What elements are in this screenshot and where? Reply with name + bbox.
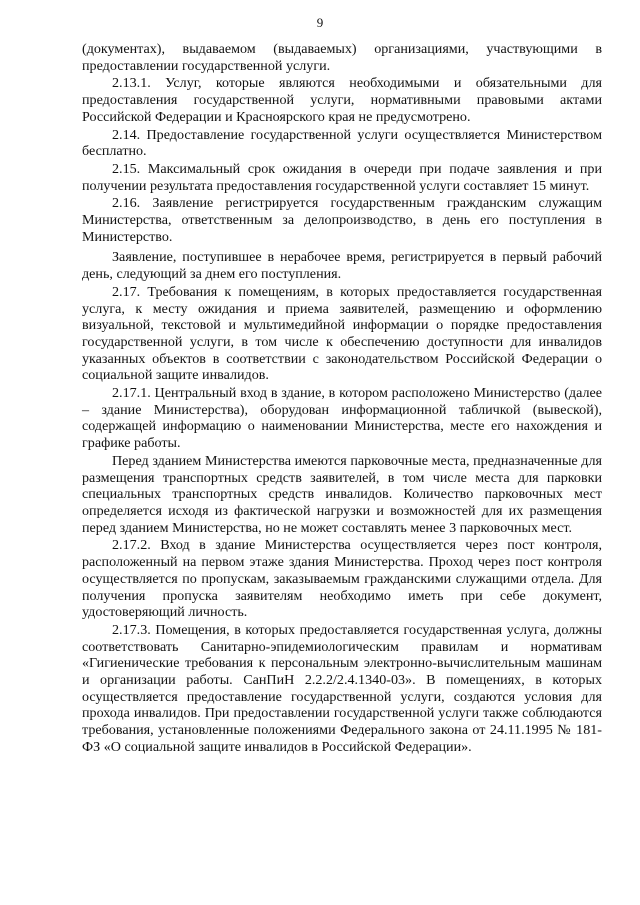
paragraph-2-17-1: 2.17.1. Центральный вход в здание, в котором расположено Министерство (далее – здание Министерства), оборудован информационной табличкой (вывеской), содержащей информацию о наименовании Министерства, месте его нахождения и графике работы. xyxy=(82,385,602,452)
paragraph-2-17-2: 2.17.2. Вход в здание Министерства осуществляется через пост контроля, расположенный на первом этаже здания Министерства. Проход через пост контроля осуществляется по пропускам, заказываемым гражданскими служащими отдела. Для получения пропуска заявителям необходимо иметь при себе документ, удостоверяющий личность. xyxy=(82,537,602,621)
paragraph-parking: Перед зданием Министерства имеются парковочные места, предназначенные для размещения транспортных средств заявителей, в том числе места для парковки специальных транспортных средств инвалидов. Количество парковочных мест определяется исходя из фактической нагрузки и возможностей для их размещения перед зданием Министерства, но не может составлять менее 3 парковочных мест. xyxy=(82,452,602,536)
paragraph-2-13-1: 2.13.1. Услуг, которые являются необходимыми и обязательными для предоставления государственной услуги, нормативными правовыми актами Российской Федерации и Красноярского края не предусмотрено. xyxy=(82,75,602,125)
paragraph-2-17: 2.17. Требования к помещениям, в которых предоставляется государственная услуга, к месту ожидания и приема заявителей, размещению и оформлению визуальной, текстовой и мультимедийной информации о порядке предоставления государственной услуги, в том числе к обеспечению доступности для инвалидов указанных объектов в соответствии с законодательством Российской Федерации о социальной защите инвалидов. xyxy=(82,283,602,384)
page-number: 9 xyxy=(316,15,324,30)
document-body xyxy=(82,41,602,757)
paragraph-2-14: 2.14. Предоставление государственной услуги осуществляется Министерством бесплатно. xyxy=(82,126,602,160)
paragraph-documents-continuation: (документах), выдаваемом (выдаваемых) организациями, участвующими в предоставлении государственной услуги. xyxy=(82,41,602,74)
paragraph-2-17-3: 2.17.3. Помещения, в которых предоставляется государственная услуга, должны соответствовать Санитарно-эпидемиологическим правилам и нормативам «Гигиенические требования к персональным электронно-вычислительным машинам и организации работы. СанПиН 2.2.2/2.4.1340-03». В помещениях, в которых осуществляется предоставление государственной услуги, создаются условия для прохода инвалидов. При предоставлении государственной услуги также соблюдаются требования, установленные положениями Федерального закона от 24.11.1995 № 181-ФЗ «О социальной защите инвалидов в Российской Федерации». xyxy=(82,621,602,755)
paragraph-2-15: 2.15. Максимальный срок ожидания в очереди при подаче заявления и при получении результата предоставления государственной услуги составляет 15 минут. xyxy=(82,160,602,194)
paragraph-after-hours-registration: Заявление, поступившее в нерабочее время, регистрируется в первый рабочий день, следующий за днем его поступления. xyxy=(82,249,602,283)
paragraph-2-16: 2.16. Заявление регистрируется государственным гражданским служащим Министерства, ответственным за делопроизводство, в день его поступления в Министерство. xyxy=(82,195,602,245)
